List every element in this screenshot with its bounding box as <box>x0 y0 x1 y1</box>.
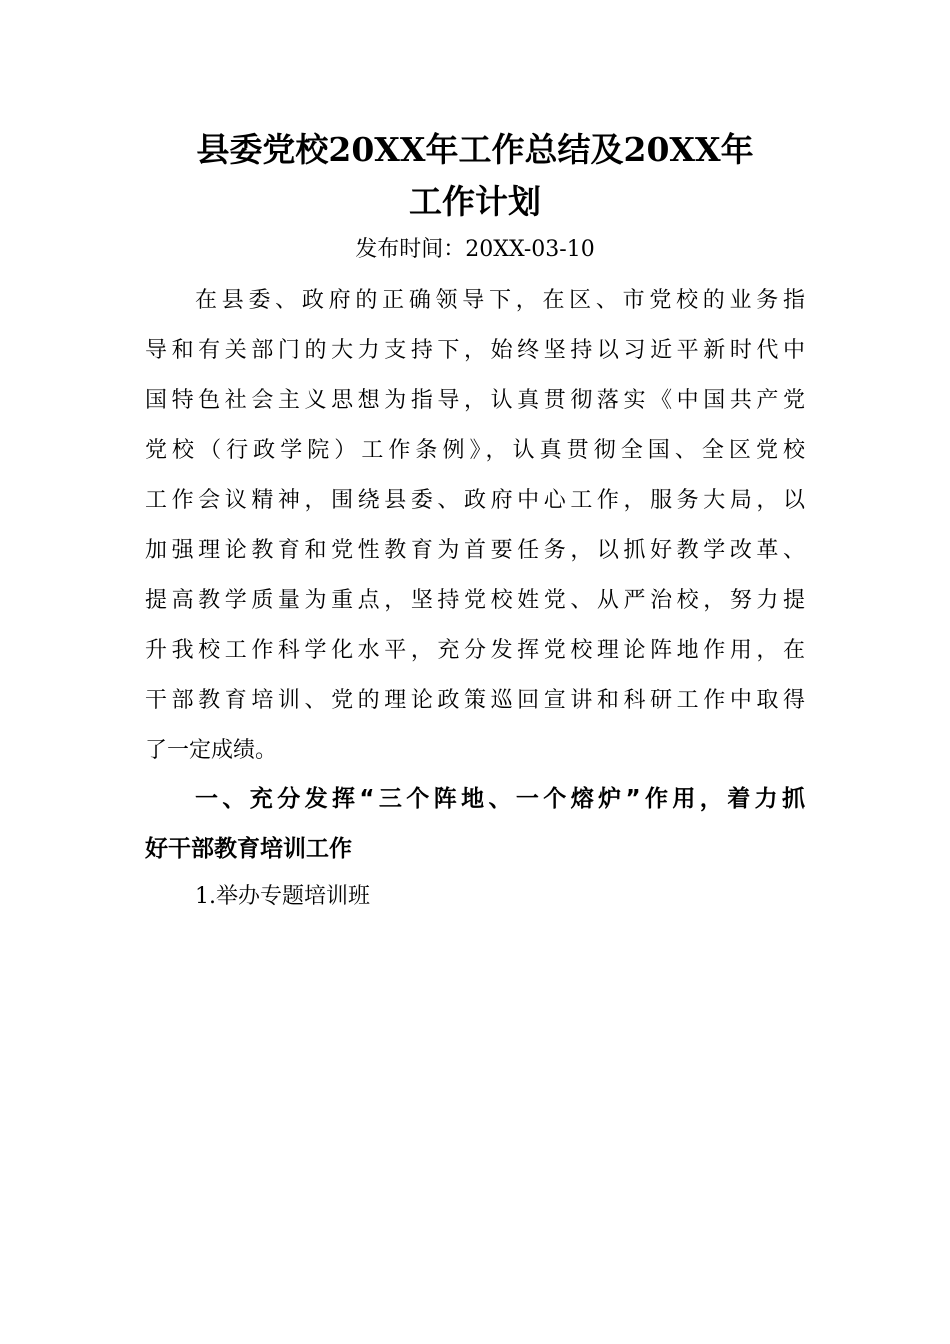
paragraph-line: 国特色社会主义思想为指导，认真贯彻落实《中国共产党 <box>145 388 805 413</box>
title-line-2: 工作计划 <box>409 182 541 221</box>
heading-line: 一、充分发挥“三个阵地、一个熔炉”作用，着力抓 <box>195 786 805 812</box>
paragraph-line: 了一定成绩。 <box>145 738 278 763</box>
heading-line: 好干部教育培训工作 <box>145 836 352 862</box>
paragraph-line: 导和有关部门的大力支持下，始终坚持以习近平新时代中 <box>145 338 805 363</box>
title-line-1: 县委党校20XX年工作总结及20XX年 <box>196 130 754 169</box>
paragraph-line: 在县委、政府的正确领导下，在区、市党校的业务指 <box>195 288 805 313</box>
paragraph-line: 党校（行政学院）工作条例》，认真贯彻全国、全区党校 <box>145 438 805 463</box>
paragraph-line: 干部教育培训、党的理论政策巡回宣讲和科研工作中取得 <box>145 688 805 713</box>
section-heading-1 <box>145 774 805 874</box>
subsection-heading-1 <box>145 872 805 922</box>
subsection-line: 1.举办专题培训班 <box>195 884 370 909</box>
publish-date: 发布时间：20XX-03-10 <box>355 237 595 262</box>
paragraph-line: 提高教学质量为重点，坚持党校姓党、从严治校，努力提 <box>145 588 805 613</box>
paragraph-line: 升我校工作科学化水平，充分发挥党校理论阵地作用，在 <box>145 638 805 663</box>
paragraph-line: 工作会议精神，围绕县委、政府中心工作，服务大局，以 <box>145 488 805 513</box>
paragraph-line: 加强理论教育和党性教育为首要任务，以抓好教学改革、 <box>145 538 805 563</box>
document-title <box>120 124 830 228</box>
intro-paragraph <box>145 276 805 776</box>
